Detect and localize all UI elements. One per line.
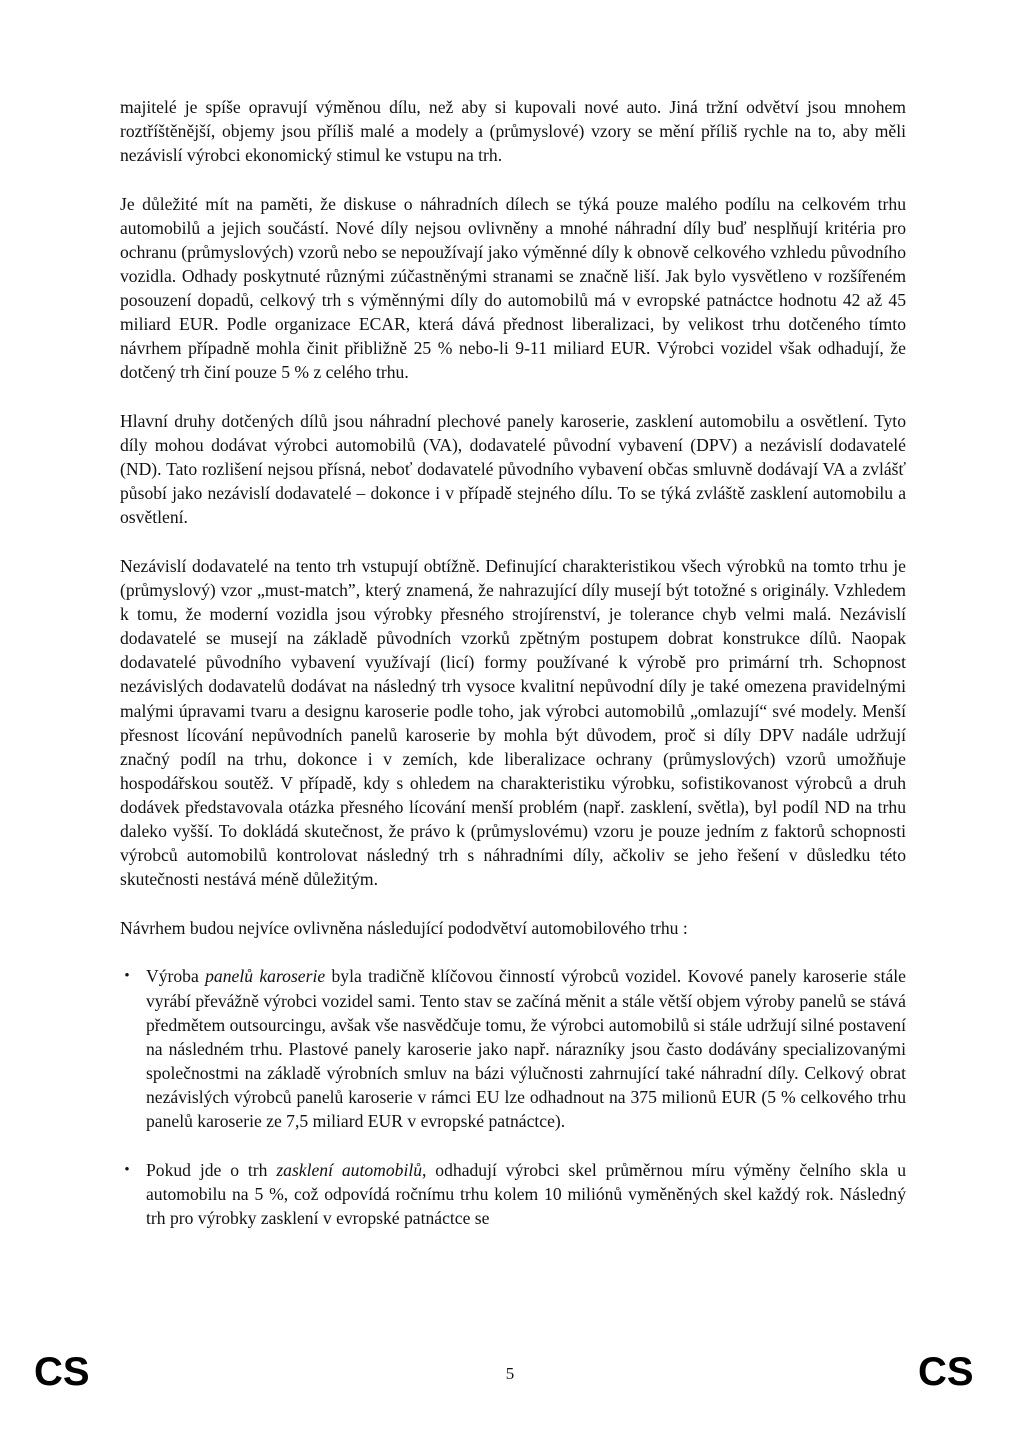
bullet-icon: • — [124, 968, 130, 985]
document-body — [120, 95, 906, 1254]
bullet-text-rest: , odhadují výrobci skel průměrnou míru výměny čelního skla u automobilu na 5 %, což odpovídá ročnímu trhu kolem 10 miliónů vyměněných skel každý rok. Následný trh pro výrobky zasklení v evropské patnáctce se — [146, 1159, 906, 1228]
bullet-icon: • — [124, 1161, 130, 1178]
language-code-right: CS — [918, 1350, 974, 1394]
paragraph-part-types: Hlavní druhy dotčených dílů jsou náhradní plechové panely karoserie, zasklení automobilu a osvětlení. Tyto díly mohou dodávat výrobci automobilů (VA), dodavatelé původní vybavení (DPV) a nezávislí dodavatelé (ND). Tato rozlišení nejsou přísná, neboť dodavatelé původního vybavení občas smluvně dodávají VA a zvlášť působí jako nezávislí dodavatelé – dokonce i v případě stejného dílu. To se týká zvláště zasklení automobilu a osvětlení. — [120, 411, 906, 528]
page-number: 5 — [505, 1364, 515, 1383]
bullet-text-lead: Výroba — [146, 966, 206, 987]
bullet-text-lead: Pokud jde o trh — [146, 1159, 277, 1180]
bullet-text-rest: byla tradičně klíčovou činností výrobců vozidel. Kovové panely karoserie stále vyrábí převážně výrobci vozidel sami. Tento stav se začíná měnit a stále větší objem výroby panelů se stává předmětem outsourcingu, avšak vše nasvědčuje tomu, že výrobci automobilů si stále udržují silné postavení na následném trhu. Plastové panely karoserie jako např. nárazníky jsou často dodávány specializovanými společnostmi na základě výrobních smluv na bázi výlučnosti zahrnující také náhradní díly. Celkový obrat nezávislých výrobců panelů karoserie v rámci EU lze odhadnout na 375 milionů EUR (5 % celkového trhu panelů karoserie ze 7,5 miliard EUR v evropské patnáctce). — [146, 966, 906, 1131]
paragraph-continuation: majitelé je spíše opravují výměnou dílu, než aby si kupovali nové auto. Jiná tržní odvětví jsou mnohem roztříštěnější, objemy jsou příliš malé a modely a (průmyslové) vzory se mění příliš rychle na to, aby měli nezávislí výrobci ekonomický stimul ke vstupu na trh. — [120, 97, 906, 166]
paragraph-subsectors-intro: Návrhem budou nejvíce ovlivněna následující pododvětví automobilového trhu : — [120, 917, 688, 938]
bullet-emphasis: panelů karoserie — [205, 966, 326, 987]
list-item-glazing — [120, 1158, 906, 1230]
page-footer — [0, 1348, 1024, 1398]
language-code-left: CS — [34, 1350, 90, 1394]
paragraph-independent-suppliers: Nezávislí dodavatelé na tento trh vstupují obtížně. Definující charakteristikou všech výrobků na tomto trhu je (průmyslový) vzor „must-match”, který znamená, že nahrazující díly musejí být totožné s originály. Vzhledem k tomu, že moderní vozidla jsou výrobky přesného strojírenství, je tolerance chyb velmi malá. Nezávislí dodavatelé se musejí na základě původních vzorků zpětným postupem dobrat konstrukce dílů. Naopak dodavatelé původního vybavení využívají (licí) formy používané k výrobě pro primární trh. Schopnost nezávislých dodavatelů dodávat na následný trh vysoce kvalitní nepůvodní díly je také omezena pravidelnými malými úpravami tvaru a designu karoserie podle toho, jak výrobci automobilů „omlazují“ své modely. Menší přesnost lícování nepůvodních panelů karoserie by mohla být důvodem, proč si díly DPV nadále udržují značný podíl na trhu, dokonce i v zemích, kde liberalizace ochrany (průmyslových) vzorů umožňuje hospodářskou soutěž. V případě, kdy s ohledem na charakteristiku výrobku, sofistikovanost výrobců a druh dodávek představovala otázka přesného lícování menší problém (např. zasklení, světla), byl podíl ND na trhu daleko vyšší. To dokládá skutečnost, že právo k (průmyslovému) vzoru je pouze jedním z faktorů schopnosti výrobců automobilů kontrolovat následný trh s náhradními díly, ačkoliv se jeho řešení v důsledku této skutečnosti nestává méně důležitým. — [120, 556, 906, 890]
bullet-emphasis: zasklení automobilů — [276, 1159, 423, 1180]
paragraph-market-share: Je důležité mít na paměti, že diskuse o náhradních dílech se týká pouze malého podílu na celkovém trhu automobilů a jejich součástí. Nové díly nejsou ovlivněny a mnohé náhradní díly buď nesplňují kritéria pro ochranu (průmyslových) vzorů nebo se nepoužívají jako výměnné díly k obnově celkového vzhledu původního vozidla. Odhady poskytnuté různými zúčastněnými stranami se značně liší. Jak bylo vysvětleno v rozšířeném posouzení dopadů, celkový trh s výměnnými díly do automobilů má v evropské patnáctce hodnotu 42 až 45 miliard EUR. Podle organizace ECAR, která dává přednost liberalizaci, by velikost trhu dotčeného tímto návrhem případně mohla činit přibližně 25 % nebo-li 9-11 miliard EUR. Výrobci vozidel však odhadují, že dotčený trh činí pouze 5 % z celého trhu. — [120, 193, 906, 383]
subsector-list — [120, 964, 906, 1229]
list-item-body-panels — [120, 964, 906, 1133]
